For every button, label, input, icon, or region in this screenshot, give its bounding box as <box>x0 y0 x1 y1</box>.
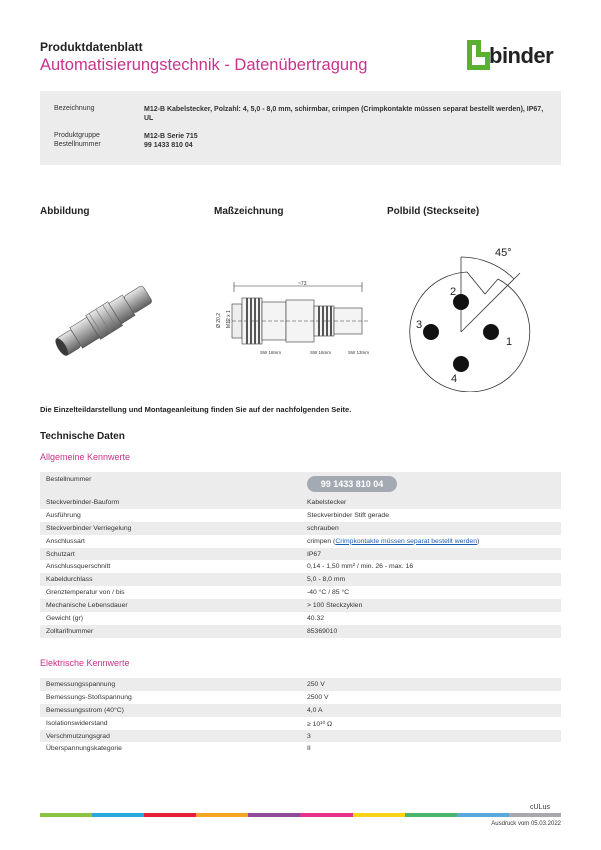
pin-label-1: 1 <box>506 336 513 348</box>
pin-4 <box>453 356 469 372</box>
electrical-row-value: 3 <box>307 732 311 740</box>
general-row-value: IP67 <box>307 550 321 558</box>
electrical-row-value: 2500 V <box>307 693 329 701</box>
general-row-label: Zolltarifnummer <box>46 627 94 635</box>
general-row <box>40 496 561 509</box>
color-bar-segment <box>248 813 300 817</box>
footer-color-bar <box>40 813 561 817</box>
color-bar-segment <box>92 813 144 817</box>
general-row <box>40 509 561 522</box>
general-row <box>40 560 561 573</box>
document-title: Produktdatenblatt <box>40 40 143 54</box>
electrical-row <box>40 704 561 717</box>
dimension-drawing <box>212 278 372 358</box>
order-number-row <box>40 472 561 496</box>
general-row <box>40 522 561 535</box>
general-row-value: -40 °C / 85 °C <box>307 589 350 597</box>
svg-text:cULus: cULus <box>530 804 550 811</box>
electrical-row-label: Verschmutzungsgrad <box>46 732 110 740</box>
crimp-contacts-link[interactable]: Crimpkontakte müssen separat bestellt werden <box>335 537 477 545</box>
general-row-value: Kabelstecker <box>307 499 347 506</box>
general-row-label: Anschlussquerschnitt <box>46 563 111 571</box>
diameter-label: Ø 20,2 <box>216 312 222 328</box>
color-bar-segment <box>40 813 92 817</box>
electrical-row <box>40 730 561 743</box>
general-row <box>40 586 561 599</box>
general-row-label: Kabeldurchlass <box>46 576 93 584</box>
general-row-label: Mechanische Lebensdauer <box>46 602 128 610</box>
electrical-row-value: II <box>307 745 311 753</box>
general-row-label: Gewicht (gr) <box>46 615 84 623</box>
general-row-value: 5,0 - 8,0 mm <box>307 576 346 584</box>
bestellnummer-value: 99 1433 810 04 <box>144 142 193 149</box>
sw1-label: SW 18mm <box>260 350 282 355</box>
product-info-box <box>40 91 561 165</box>
produktgruppe-label: Produktgruppe <box>54 132 100 139</box>
order-number-label: Bestellnummer <box>46 476 92 483</box>
electrical-row-label: Isolationswiderstand <box>46 719 108 727</box>
polbild-heading: Polbild (Steckseite) <box>387 206 480 217</box>
general-row-value: 85369010 <box>307 627 338 635</box>
bezeichnung-value: M12-B Kabelstecker, Polzahl: 4, 5,0 - 8,0 mm, schirmbar, crimpen (Crimpkontakte müssen separat bestellt werden), IP67, UL <box>144 106 544 122</box>
sw2-label: SW 16mm <box>310 350 332 355</box>
assembly-note: Die Einzelteildarstellung und Montageanleitung finden Sie auf der nachfolgenden Seite. <box>40 405 352 414</box>
electrical-row-label: Bemessungsstrom (40°C) <box>46 706 124 714</box>
pin-3 <box>423 324 439 340</box>
sw3-label: SW 13mm <box>348 350 370 355</box>
electrical-row <box>40 691 561 704</box>
general-row <box>40 625 561 638</box>
general-row-value: Steckverbinder Stift gerade <box>307 511 389 519</box>
color-bar-segment <box>405 813 457 817</box>
produktgruppe-value: M12-B Serie 715 <box>144 133 198 140</box>
general-row <box>40 612 561 625</box>
binder-logo-text: binder <box>489 43 554 68</box>
color-bar-segment <box>457 813 509 817</box>
bestellnummer-label: Bestellnummer <box>54 141 101 148</box>
electrical-row-label: Überspannungskategorie <box>46 745 122 753</box>
cul-us-certification-mark <box>530 798 560 812</box>
product-image <box>45 270 165 370</box>
color-bar-segment <box>144 813 196 817</box>
electrical-specs-title: Elektrische Kennwerte <box>40 658 130 668</box>
pin-layout-diagram <box>395 232 545 392</box>
masszeichnung-heading: Maßzeichnung <box>214 206 284 217</box>
pin-label-4: 4 <box>451 373 458 385</box>
general-row-label: Steckverbinder-Bauform <box>46 499 120 506</box>
electrical-row <box>40 742 561 755</box>
color-bar-segment <box>196 813 248 817</box>
electrical-specs-table <box>40 678 561 755</box>
binder-logo-mark <box>467 40 490 70</box>
print-date: Ausdruck vom 05.03.2022 <box>491 821 561 827</box>
electrical-row-label: Bemessungsspannung <box>46 681 116 688</box>
color-bar-segment <box>300 813 352 817</box>
document-subtitle: Automatisierungstechnik - Datenübertragung <box>40 56 368 74</box>
general-row <box>40 535 561 548</box>
general-row <box>40 573 561 586</box>
color-bar-segment <box>509 813 561 817</box>
electrical-row-label: Bemessungs-Stoßspannung <box>46 693 132 701</box>
general-row-label: Schutzart <box>46 550 75 558</box>
general-row-value: > 100 Steckzyklen <box>307 602 363 610</box>
general-row-label: Ausführung <box>46 511 81 519</box>
general-row-label: Anschlussart <box>46 537 85 545</box>
abbildung-heading: Abbildung <box>40 206 90 217</box>
general-row-label: Grenztemperatur von / bis <box>46 589 125 597</box>
general-row <box>40 599 561 612</box>
electrical-row-value: 4,0 A <box>307 706 323 714</box>
general-row <box>40 548 561 561</box>
pin-label-2: 2 <box>450 286 457 298</box>
technical-data-title: Technische Daten <box>40 431 125 442</box>
electrical-row <box>40 717 561 730</box>
general-row-value: 40.32 <box>307 615 325 623</box>
angle-label: 45° <box>495 247 512 259</box>
general-row-value: schrauben <box>307 524 339 532</box>
general-row-value: 0,14 - 1,50 mm² / min. 26 - max. 16 <box>307 563 414 571</box>
general-row-label: Steckverbinder Verriegelung <box>46 524 132 532</box>
pin-1 <box>483 324 499 340</box>
bezeichnung-label: Bezeichnung <box>54 105 95 112</box>
length-label: ~73 <box>298 281 307 287</box>
general-specs-title: Allgemeine Kennwerte <box>40 452 131 462</box>
general-specs-table <box>40 472 561 638</box>
color-bar-segment <box>353 813 405 817</box>
electrical-row-value: ≥ 10¹⁰ Ω <box>307 720 333 728</box>
thread-label: M12 x 1 <box>226 310 232 328</box>
pin-label-3: 3 <box>416 319 423 331</box>
order-number-badge: 99 1433 810 04 <box>307 476 397 492</box>
electrical-row-value: 250 V <box>307 681 325 688</box>
general-row-value: crimpen (Crimpkontakte müssen separat bestellt werden) <box>307 537 480 545</box>
electrical-row <box>40 678 561 691</box>
